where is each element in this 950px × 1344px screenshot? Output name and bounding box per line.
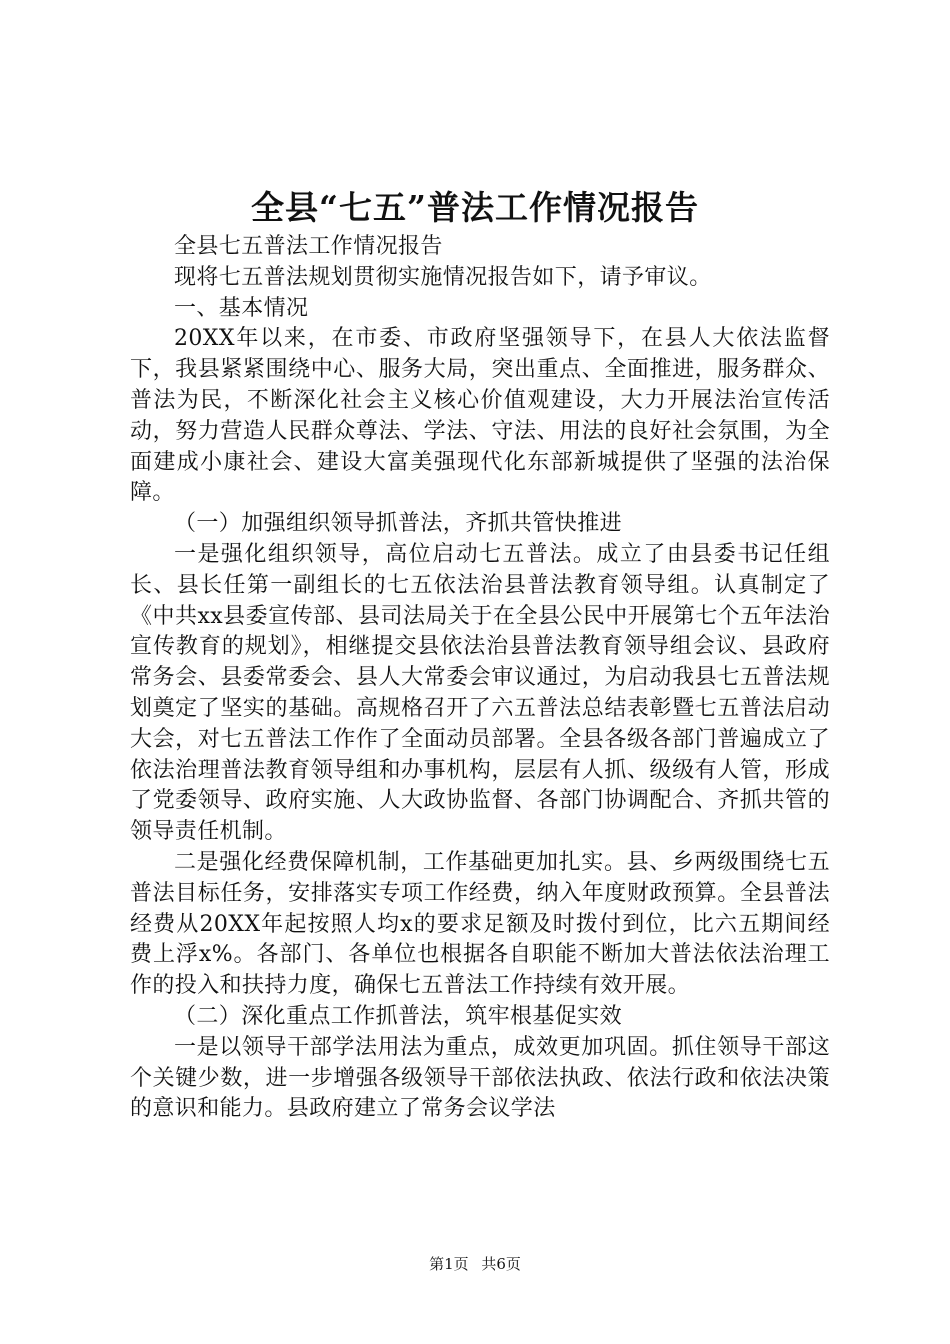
subsection-heading-2: （二）深化重点工作抓普法，筑牢根基促实效 bbox=[174, 1003, 623, 1029]
document-body bbox=[130, 232, 830, 1125]
paragraph: 一是以领导干部学法用法为重点，成效更加巩固。抓住领导干部这个关键少数，进一步增强各级领导干部依法执政、依法行政和依法决策的意识和能力。县政府建立了常务会议学法 bbox=[130, 1034, 830, 1122]
section-heading-basic: 一、基本情况 bbox=[174, 295, 309, 321]
paragraph: 20XX年以来，在市委、市政府坚强领导下，在县人大依法监督下，我县紧紧围绕中心、服务大局，突出重点、全面推进，服务群众、普法为民，不断深化社会主义核心价值观建设，大力开展法治宣传活动，努力营造人民群众尊法、学法、守法、用法的良好社会氛围，为全面建成小康社会、建设大富美强现代化东部新城提供了坚强的法治保障。 bbox=[130, 326, 830, 506]
page-total: 共6页 bbox=[481, 1255, 521, 1273]
paragraph: 二是强化经费保障机制，工作基础更加扎实。县、乡两级围绕七五普法目标任务，安排落实专项工作经费，纳入年度财政预算。全县普法经费从20XX年起按照人均x的要求足额及时拨付到位，比六五期间经费上浮x%。各部门、各单位也根据各自职能不断加大普法依法治理工作的投入和扶持力度，确保七五普法工作持续有效开展。 bbox=[130, 849, 830, 999]
subsection-heading-1: （一）加强组织领导抓普法，齐抓共管快推进 bbox=[174, 511, 623, 537]
page-footer bbox=[0, 1254, 950, 1274]
page-number: 第1页 bbox=[429, 1255, 469, 1273]
paragraph-intro: 现将七五普法规划贯彻实施情况报告如下，请予审议。 bbox=[174, 264, 712, 290]
document-title: 全县“七五”普法工作情况报告 bbox=[251, 188, 699, 227]
paragraph-subtitle: 全县七五普法工作情况报告 bbox=[174, 234, 443, 259]
paragraph: 一是强化组织领导，高位启动七五普法。成立了由县委书记任组长、县长任第一副组长的七五依法治县普法教育领导组。认真制定了《中共xx县委宣传部、县司法局关于在全县公民中开展第七个五年法治宣传教育的规划》，相继提交县依法治县普法教育领导组会议、县政府常务会、县委常委会、县人大常委会审议通过，为启动我县七五普法规划奠定了坚实的基础。高规格召开了六五普法总结表彰暨七五普法启动大会，对七五普法工作作了全面动员部署。全县各级各部门普遍成立了依法治理普法教育领导组和办事机构，层层有人抓、级级有人管，形成了党委领导、政府实施、人大政协监督、各部门协调配合、齐抓共管的领导责任机制。 bbox=[130, 541, 830, 845]
